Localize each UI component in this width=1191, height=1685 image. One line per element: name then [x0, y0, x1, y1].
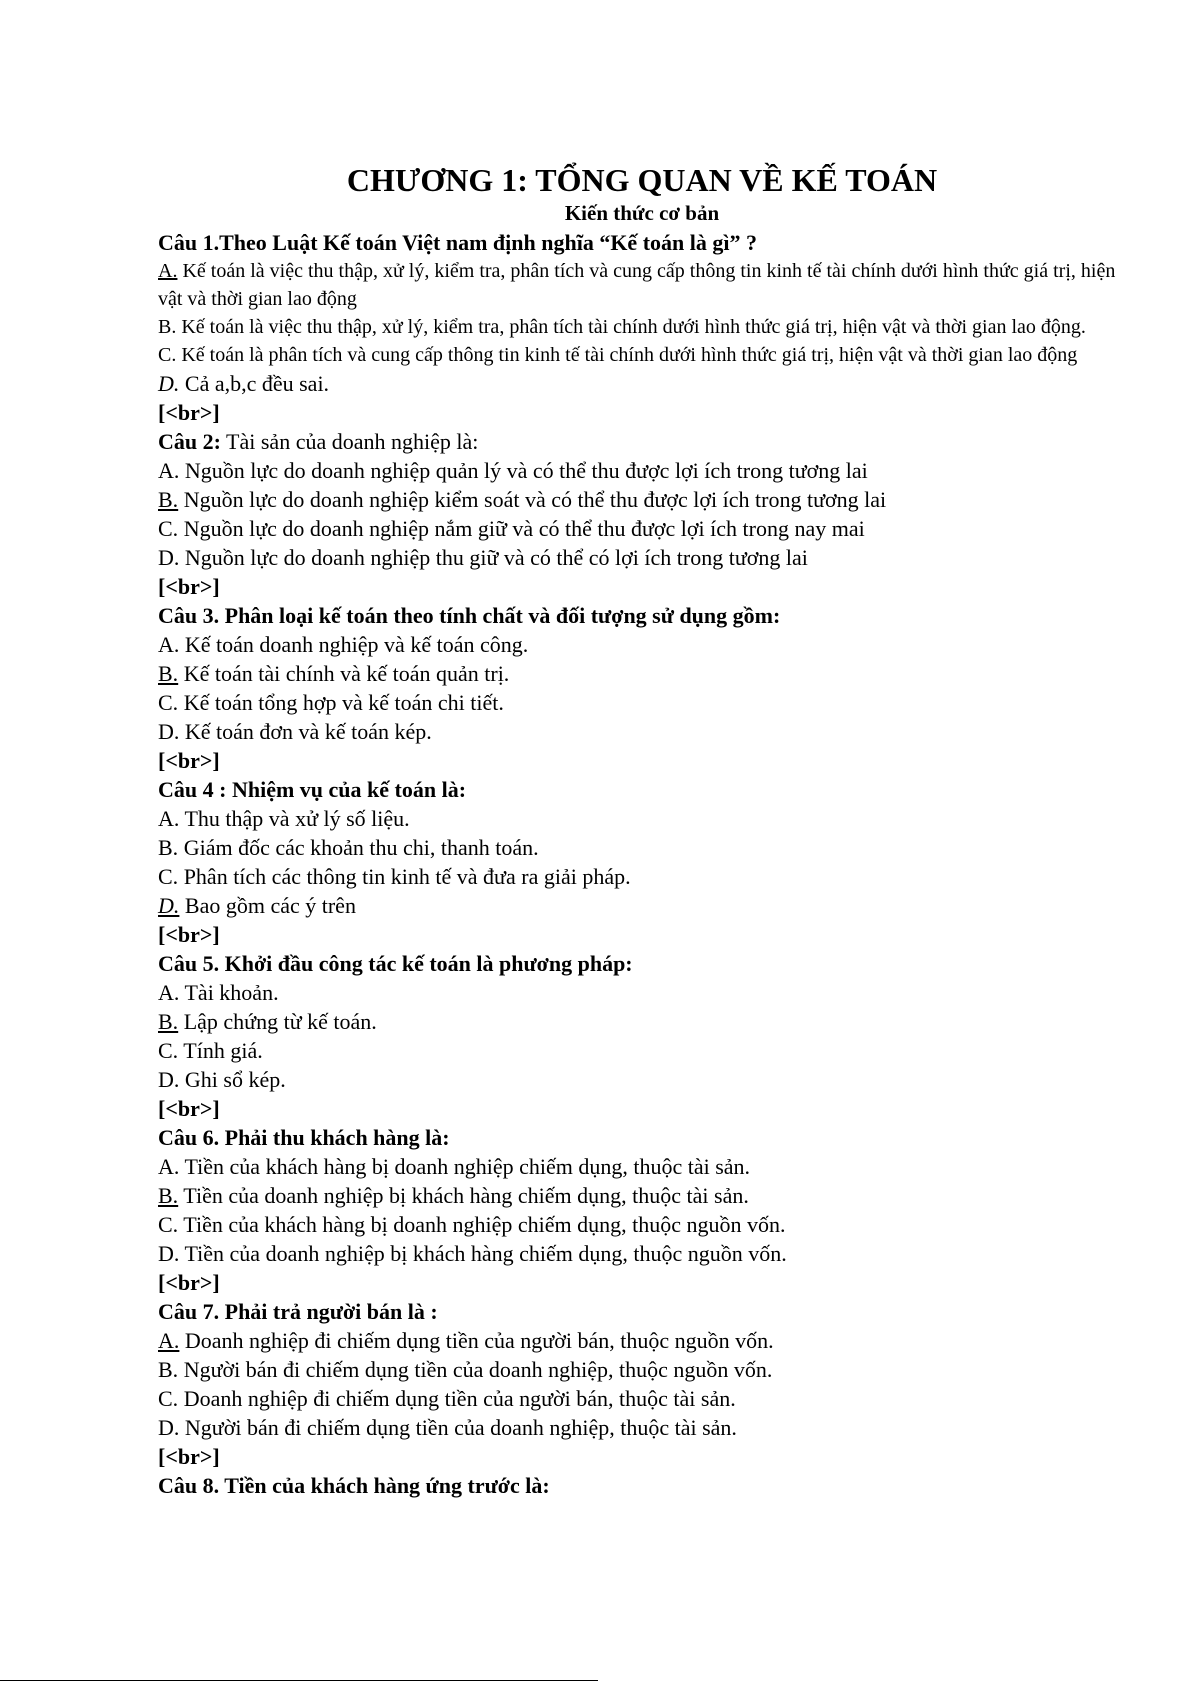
answer-text: Tiền của khách hàng bị doanh nghiệp chiếm dụng, thuộc nguồn vốn.	[178, 1212, 786, 1237]
answer-option	[158, 257, 1118, 313]
answer-option	[158, 1355, 1118, 1384]
document-page	[158, 160, 1118, 1500]
answer-option	[158, 313, 1118, 341]
answer-text: Giám đốc các khoản thu chi, thanh toán.	[178, 835, 539, 860]
question-heading	[158, 949, 1118, 978]
answer-text: Cả a,b,c đều sai.	[179, 371, 330, 396]
answer-letter: B.	[158, 1357, 179, 1382]
question-text: Tiền của khách hàng ứng trước là:	[219, 1473, 550, 1498]
answer-option	[158, 543, 1118, 572]
answer-text: Nguồn lực do doanh nghiệp thu giữ và có thể có lợi ích trong tương lai	[179, 545, 808, 570]
answer-text: Kế toán đơn và kế toán kép.	[179, 719, 432, 744]
correct-answer-letter: D.	[158, 893, 180, 918]
answer-option	[158, 630, 1118, 659]
question-number: Câu 5.	[158, 951, 220, 976]
question-separator: [<br>]	[158, 748, 220, 773]
answer-letter: A.	[158, 458, 180, 483]
answer-text: Tiền của doanh nghiệp bị khách hàng chiếm dụng, thuộc tài sản.	[178, 1183, 749, 1208]
question-number: Câu 3.	[158, 603, 220, 628]
answer-option	[158, 1413, 1118, 1442]
question-separator: [<br>]	[158, 1444, 220, 1469]
question-heading	[158, 427, 1118, 456]
question-number: Câu 4 :	[158, 777, 227, 802]
answer-option	[158, 485, 1118, 514]
answer-option	[158, 369, 1118, 398]
answer-option	[158, 1065, 1118, 1094]
question-separator: [<br>]	[158, 400, 220, 425]
answer-text: Người bán đi chiếm dụng tiền của doanh nghiệp, thuộc nguồn vốn.	[178, 1357, 773, 1382]
question-heading	[158, 601, 1118, 630]
correct-answer-letter: B.	[158, 487, 179, 512]
answer-option	[158, 833, 1118, 862]
page-title: CHƯƠNG 1: TỔNG QUAN VỀ KẾ TOÁN	[346, 162, 938, 198]
question-heading	[158, 775, 1118, 804]
question-number: Câu 8.	[158, 1473, 220, 1498]
answer-text: Người bán đi chiếm dụng tiền của doanh nghiệp, thuộc tài sản.	[179, 1415, 737, 1440]
answer-letter: C.	[158, 864, 179, 889]
correct-answer-letter: A.	[158, 260, 178, 282]
question-text: Phân loại kế toán theo tính chất và đối tượng sử dụng gồm:	[219, 603, 781, 628]
question-list	[158, 228, 1118, 1500]
answer-letter: C.	[158, 1386, 179, 1411]
answer-letter: C.	[158, 1212, 179, 1237]
answer-option	[158, 659, 1118, 688]
answer-option	[158, 1210, 1118, 1239]
answer-letter: D.	[158, 719, 180, 744]
correct-answer-letter: B.	[158, 661, 179, 686]
question-text: Phải thu khách hàng là:	[219, 1125, 450, 1150]
answer-letter: C.	[158, 516, 179, 541]
correct-answer-letter: B.	[158, 1009, 179, 1034]
answer-option	[158, 1239, 1118, 1268]
answer-text: Nguồn lực do doanh nghiệp quản lý và có thể thu được lợi ích trong tương lai	[179, 458, 868, 483]
question-block	[158, 949, 1118, 1094]
answer-letter: A.	[158, 632, 180, 657]
answer-letter: D.	[158, 1241, 180, 1266]
question-block	[158, 601, 1118, 746]
answer-letter: A.	[158, 806, 180, 831]
answer-text: Bao gồm các ý trên	[179, 893, 356, 918]
answer-option	[158, 1152, 1118, 1181]
answer-text: Phân tích các thông tin kinh tế và đưa ra giải pháp.	[178, 864, 631, 889]
answer-text: Nguồn lực do doanh nghiệp kiểm soát và có thể thu được lợi ích trong tương lai	[178, 487, 887, 512]
question-text: Phải trả người bán là :	[219, 1299, 438, 1324]
answer-text: Lập chứng từ kế toán.	[178, 1009, 377, 1034]
answer-option	[158, 1036, 1118, 1065]
answer-letter: D.	[158, 1415, 180, 1440]
answer-letter: A.	[158, 1154, 180, 1179]
answer-text: Nguồn lực do doanh nghiệp nắm giữ và có thể thu được lợi ích trong nay mai	[178, 516, 865, 541]
answer-letter: D.	[158, 545, 180, 570]
question-text: Khởi đầu công tác kế toán là phương pháp:	[219, 951, 633, 976]
question-heading	[158, 1123, 1118, 1152]
answer-option	[158, 804, 1118, 833]
correct-answer-letter: B.	[158, 1183, 179, 1208]
question-heading	[158, 1297, 1118, 1326]
answer-text: Kế toán doanh nghiệp và kế toán công.	[179, 632, 529, 657]
question-separator: [<br>]	[158, 922, 220, 947]
answer-option	[158, 688, 1118, 717]
answer-option	[158, 514, 1118, 543]
answer-letter: B.	[158, 835, 179, 860]
question-heading	[158, 1471, 1118, 1500]
question-block	[158, 228, 1118, 398]
page-subtitle: Kiến thức cơ bản	[564, 201, 720, 225]
answer-option	[158, 1384, 1118, 1413]
answer-text: Doanh nghiệp đi chiếm dụng tiền của người bán, thuộc tài sản.	[178, 1386, 736, 1411]
answer-text: Tài khoản.	[179, 980, 279, 1005]
answer-letter: B.	[158, 316, 177, 338]
answer-option	[158, 341, 1118, 369]
correct-answer-letter: A.	[158, 1328, 180, 1353]
answer-option	[158, 1007, 1118, 1036]
answer-letter: C.	[158, 690, 179, 715]
question-block	[158, 1297, 1118, 1442]
answer-option	[158, 456, 1118, 485]
answer-option	[158, 1181, 1118, 1210]
footer-divider	[0, 1680, 598, 1681]
answer-text: Tính giá.	[178, 1038, 263, 1063]
answer-letter: C.	[158, 1038, 179, 1063]
answer-letter: D.	[158, 1067, 180, 1092]
answer-text: Kế toán là phân tích và cung cấp thông tin kinh tế tài chính dưới hình thức giá trị, hiện vật và thời gian lao động	[176, 344, 1078, 366]
answer-text: Tiền của doanh nghiệp bị khách hàng chiếm dụng, thuộc nguồn vốn.	[179, 1241, 787, 1266]
answer-text: Doanh nghiệp đi chiếm dụng tiền của người bán, thuộc nguồn vốn.	[179, 1328, 774, 1353]
answer-option	[158, 978, 1118, 1007]
answer-text: Tiền của khách hàng bị doanh nghiệp chiếm dụng, thuộc tài sản.	[179, 1154, 751, 1179]
answer-text: Kế toán là việc thu thập, xử lý, kiểm tra, phân tích và cung cấp thông tin kinh tế tài chính dưới hình thức giá trị, hiện vật và thời gian lao động	[158, 260, 1116, 310]
answer-option	[158, 862, 1118, 891]
question-separator: [<br>]	[158, 1096, 220, 1121]
question-heading	[158, 228, 1118, 257]
question-number: Câu 1.	[158, 230, 220, 255]
answer-option	[158, 891, 1118, 920]
question-number: Câu 6.	[158, 1125, 220, 1150]
answer-text: Thu thập và xử lý số liệu.	[179, 806, 410, 831]
question-block	[158, 775, 1118, 920]
question-separator: [<br>]	[158, 574, 220, 599]
question-number: Câu 7.	[158, 1299, 220, 1324]
question-text: Theo Luật Kế toán Việt nam định nghĩa “Kế toán là gì” ?	[219, 230, 757, 255]
answer-letter: A.	[158, 980, 180, 1005]
question-block	[158, 1123, 1118, 1268]
question-block	[158, 1471, 1118, 1500]
answer-option	[158, 717, 1118, 746]
answer-letter: C.	[158, 344, 177, 366]
question-block	[158, 427, 1118, 572]
answer-text: Ghi sổ kép.	[179, 1067, 286, 1092]
question-text: Tài sản của doanh nghiệp là:	[220, 429, 479, 454]
question-number: Câu 2:	[158, 429, 221, 454]
answer-text: Kế toán tài chính và kế toán quản trị.	[178, 661, 510, 686]
answer-text: Kế toán là việc thu thập, xử lý, kiểm tra, phân tích tài chính dưới hình thức giá trị, hiện vật và thời gian lao động.	[176, 316, 1086, 338]
answer-text: Kế toán tổng hợp và kế toán chi tiết.	[178, 690, 504, 715]
answer-option	[158, 1326, 1118, 1355]
question-separator: [<br>]	[158, 1270, 220, 1295]
answer-letter: D.	[158, 371, 180, 396]
question-text: Nhiệm vụ của kế toán là:	[226, 777, 467, 802]
